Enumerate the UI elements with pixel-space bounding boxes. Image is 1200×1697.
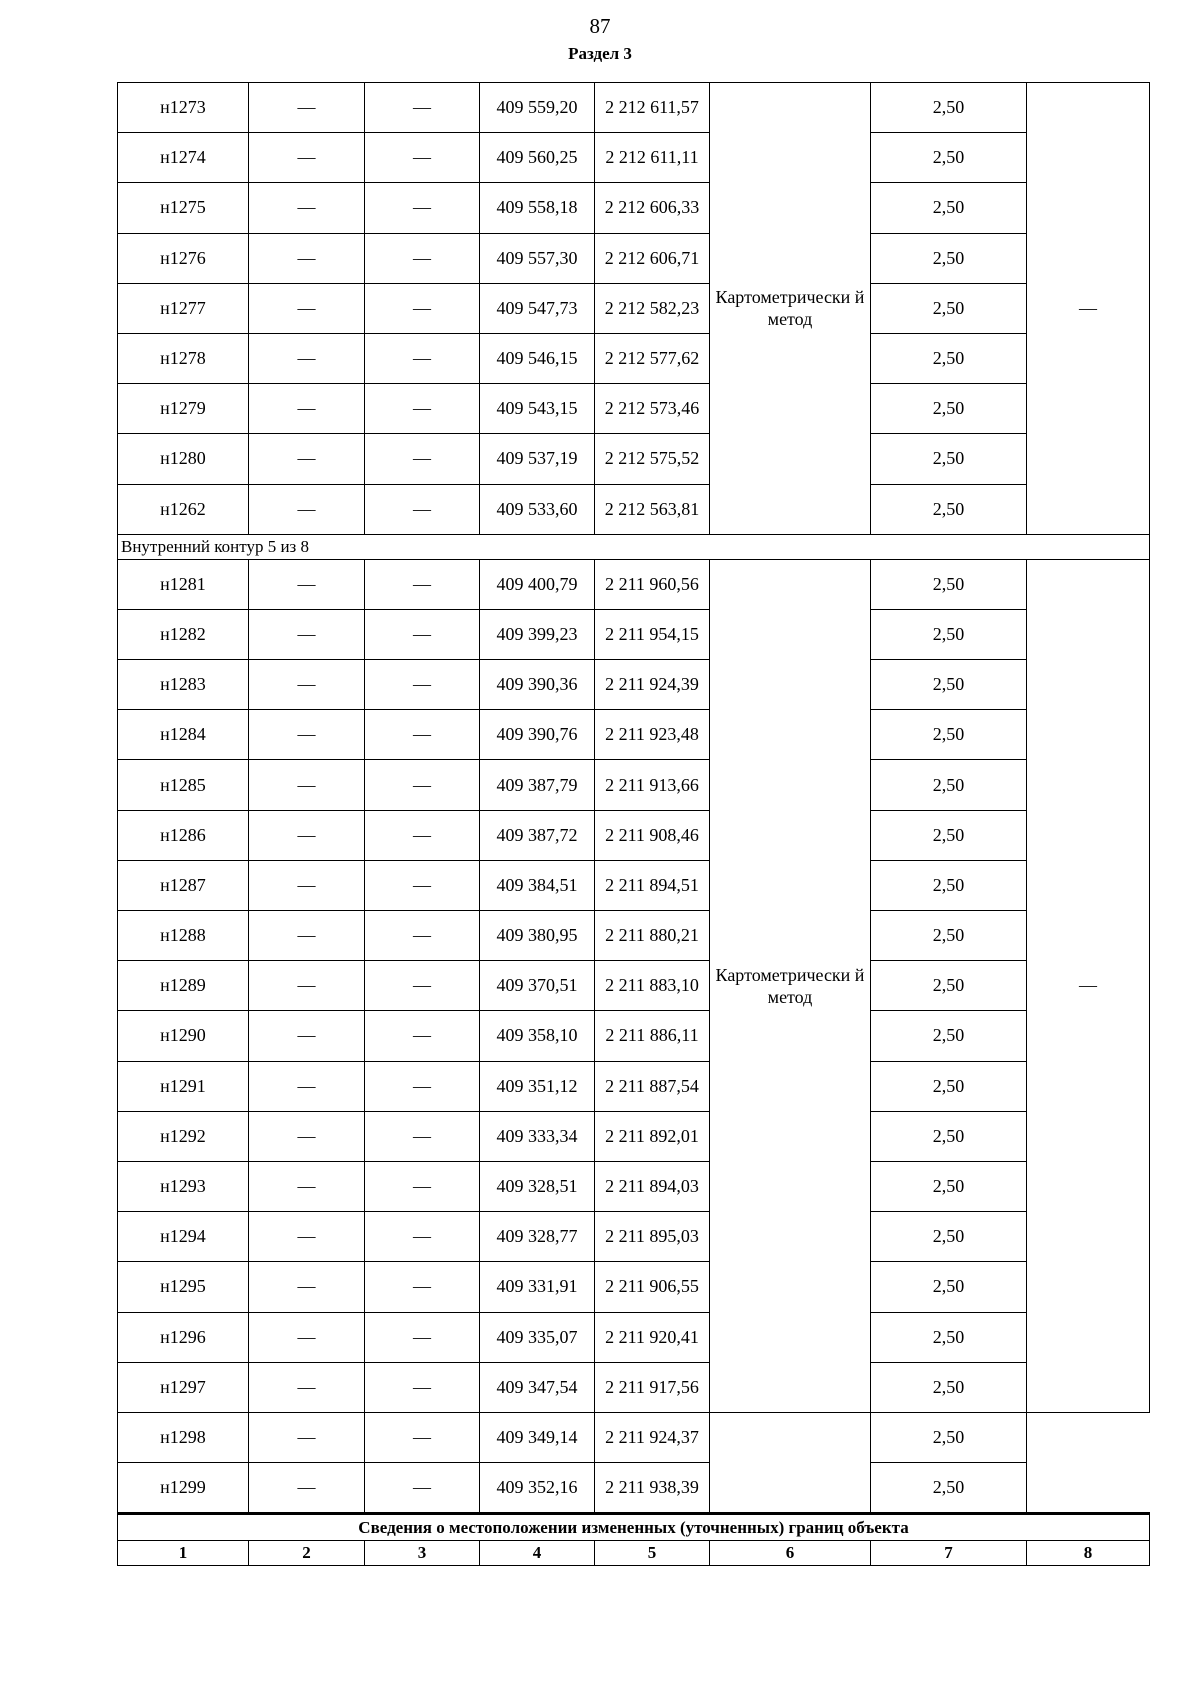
table-row	[118, 83, 1150, 133]
dash-cell: —	[249, 1011, 365, 1061]
table-row	[118, 1362, 1150, 1412]
last-column-empty-cell	[1027, 1412, 1150, 1513]
table-row	[118, 660, 1150, 710]
y-coordinate-cell: 2 211 923,48	[595, 710, 710, 760]
x-coordinate-cell: 409 352,16	[480, 1463, 595, 1514]
dash-cell: —	[365, 1463, 480, 1514]
table-row	[118, 559, 1150, 609]
dash-cell: —	[249, 911, 365, 961]
point-name-cell: н1288	[118, 911, 249, 961]
point-name-cell: н1277	[118, 283, 249, 333]
x-coordinate-cell: 409 331,91	[480, 1262, 595, 1312]
point-name-cell: н1287	[118, 860, 249, 910]
x-coordinate-cell: 409 349,14	[480, 1412, 595, 1462]
table-row	[118, 133, 1150, 183]
precision-cell: 2,50	[871, 484, 1027, 534]
dash-cell: —	[249, 1262, 365, 1312]
table-row	[118, 1161, 1150, 1211]
dash-cell: —	[249, 559, 365, 609]
point-name-cell: н1285	[118, 760, 249, 810]
dash-cell: —	[249, 384, 365, 434]
table-row	[118, 1412, 1150, 1462]
column-number-cell: 1	[118, 1541, 249, 1566]
contour-label: Внутренний контур 5 из 8	[118, 534, 1150, 559]
method-cell: Картометрически й метод	[710, 559, 871, 1412]
point-name-cell: н1293	[118, 1161, 249, 1211]
dash-cell: —	[365, 384, 480, 434]
dash-cell: —	[249, 434, 365, 484]
dash-cell: —	[249, 961, 365, 1011]
point-name-cell: н1289	[118, 961, 249, 1011]
x-coordinate-cell: 409 380,95	[480, 911, 595, 961]
column-number-cell: 6	[710, 1541, 871, 1566]
y-coordinate-cell: 2 211 954,15	[595, 609, 710, 659]
x-coordinate-cell: 409 558,18	[480, 183, 595, 233]
dash-cell: —	[365, 333, 480, 383]
table-row	[118, 1011, 1150, 1061]
column-number-cell: 8	[1027, 1541, 1150, 1566]
x-coordinate-cell: 409 335,07	[480, 1312, 595, 1362]
coordinates-table	[117, 82, 1150, 1566]
y-coordinate-cell: 2 211 960,56	[595, 559, 710, 609]
precision-cell: 2,50	[871, 1011, 1027, 1061]
column-number-cell: 7	[871, 1541, 1027, 1566]
point-name-cell: н1283	[118, 660, 249, 710]
point-name-cell: н1292	[118, 1111, 249, 1161]
summary-row	[118, 1514, 1150, 1541]
dash-cell: —	[365, 1061, 480, 1111]
point-name-cell: н1278	[118, 333, 249, 383]
table-row	[118, 1312, 1150, 1362]
precision-cell: 2,50	[871, 760, 1027, 810]
column-number-cell: 3	[365, 1541, 480, 1566]
dash-cell: —	[249, 83, 365, 133]
precision-cell: 2,50	[871, 911, 1027, 961]
x-coordinate-cell: 409 537,19	[480, 434, 595, 484]
contour-row	[118, 534, 1150, 559]
dash-cell: —	[249, 1362, 365, 1412]
y-coordinate-cell: 2 212 577,62	[595, 333, 710, 383]
y-coordinate-cell: 2 211 894,03	[595, 1161, 710, 1211]
precision-cell: 2,50	[871, 233, 1027, 283]
precision-cell: 2,50	[871, 1161, 1027, 1211]
table-row	[118, 609, 1150, 659]
dash-cell: —	[249, 133, 365, 183]
precision-cell: 2,50	[871, 183, 1027, 233]
dash-cell: —	[249, 1161, 365, 1211]
point-name-cell: н1291	[118, 1061, 249, 1111]
precision-cell: 2,50	[871, 1262, 1027, 1312]
point-name-cell: н1297	[118, 1362, 249, 1412]
table-row	[118, 860, 1150, 910]
precision-cell: 2,50	[871, 810, 1027, 860]
dash-cell: —	[365, 233, 480, 283]
table-row	[118, 710, 1150, 760]
dash-cell: —	[365, 133, 480, 183]
y-coordinate-cell: 2 212 582,23	[595, 283, 710, 333]
dash-cell: —	[249, 710, 365, 760]
x-coordinate-cell: 409 358,10	[480, 1011, 595, 1061]
y-coordinate-cell: 2 211 924,37	[595, 1412, 710, 1462]
x-coordinate-cell: 409 533,60	[480, 484, 595, 534]
y-coordinate-cell: 2 212 611,57	[595, 83, 710, 133]
dash-cell: —	[249, 1312, 365, 1362]
x-coordinate-cell: 409 400,79	[480, 559, 595, 609]
dash-cell: —	[365, 283, 480, 333]
precision-cell: 2,50	[871, 1463, 1027, 1514]
x-coordinate-cell: 409 546,15	[480, 333, 595, 383]
dash-cell: —	[249, 1212, 365, 1262]
method-cell: Картометрически й метод	[710, 83, 871, 535]
dash-cell: —	[249, 1463, 365, 1514]
table-row	[118, 1111, 1150, 1161]
column-number-cell: 2	[249, 1541, 365, 1566]
table-row	[118, 484, 1150, 534]
y-coordinate-cell: 2 212 573,46	[595, 384, 710, 434]
table-row	[118, 810, 1150, 860]
dash-cell: —	[365, 660, 480, 710]
point-name-cell: н1284	[118, 710, 249, 760]
y-coordinate-cell: 2 211 908,46	[595, 810, 710, 860]
point-name-cell: н1294	[118, 1212, 249, 1262]
point-name-cell: н1282	[118, 609, 249, 659]
precision-cell: 2,50	[871, 1061, 1027, 1111]
last-column-dash-cell: —	[1027, 559, 1150, 1412]
dash-cell: —	[249, 233, 365, 283]
dash-cell: —	[365, 911, 480, 961]
dash-cell: —	[365, 1362, 480, 1412]
y-coordinate-cell: 2 211 886,11	[595, 1011, 710, 1061]
precision-cell: 2,50	[871, 83, 1027, 133]
dash-cell: —	[249, 283, 365, 333]
dash-cell: —	[365, 710, 480, 760]
dash-cell: —	[365, 484, 480, 534]
point-name-cell: н1262	[118, 484, 249, 534]
x-coordinate-cell: 409 560,25	[480, 133, 595, 183]
precision-cell: 2,50	[871, 860, 1027, 910]
dash-cell: —	[365, 83, 480, 133]
page-number: 87	[589, 14, 611, 38]
x-coordinate-cell: 409 333,34	[480, 1111, 595, 1161]
y-coordinate-cell: 2 212 575,52	[595, 434, 710, 484]
point-name-cell: н1299	[118, 1463, 249, 1514]
dash-cell: —	[249, 609, 365, 659]
point-name-cell: н1281	[118, 559, 249, 609]
table-row	[118, 283, 1150, 333]
dash-cell: —	[365, 860, 480, 910]
dash-cell: —	[365, 434, 480, 484]
y-coordinate-cell: 2 212 563,81	[595, 484, 710, 534]
y-coordinate-cell: 2 211 892,01	[595, 1111, 710, 1161]
y-coordinate-cell: 2 211 883,10	[595, 961, 710, 1011]
y-coordinate-cell: 2 211 913,66	[595, 760, 710, 810]
table-row	[118, 760, 1150, 810]
table-row	[118, 961, 1150, 1011]
column-numbers-row	[118, 1541, 1150, 1566]
y-coordinate-cell: 2 212 611,11	[595, 133, 710, 183]
table-row	[118, 183, 1150, 233]
point-name-cell: н1280	[118, 434, 249, 484]
precision-cell: 2,50	[871, 1111, 1027, 1161]
y-coordinate-cell: 2 212 606,33	[595, 183, 710, 233]
x-coordinate-cell: 409 390,36	[480, 660, 595, 710]
x-coordinate-cell: 409 384,51	[480, 860, 595, 910]
section-title: Раздел 3	[568, 44, 632, 63]
x-coordinate-cell: 409 399,23	[480, 609, 595, 659]
point-name-cell: н1286	[118, 810, 249, 860]
point-name-cell: н1275	[118, 183, 249, 233]
point-name-cell: н1276	[118, 233, 249, 283]
x-coordinate-cell: 409 347,54	[480, 1362, 595, 1412]
table-row	[118, 333, 1150, 383]
dash-cell: —	[365, 760, 480, 810]
precision-cell: 2,50	[871, 1412, 1027, 1462]
dash-cell: —	[365, 183, 480, 233]
dash-cell: —	[249, 1412, 365, 1462]
point-name-cell: н1273	[118, 83, 249, 133]
x-coordinate-cell: 409 543,15	[480, 384, 595, 434]
point-name-cell: н1279	[118, 384, 249, 434]
precision-cell: 2,50	[871, 1312, 1027, 1362]
dash-cell: —	[365, 1161, 480, 1211]
column-number-cell: 4	[480, 1541, 595, 1566]
y-coordinate-cell: 2 211 920,41	[595, 1312, 710, 1362]
table-row	[118, 233, 1150, 283]
dash-cell: —	[249, 760, 365, 810]
table-row	[118, 911, 1150, 961]
dash-cell: —	[249, 660, 365, 710]
x-coordinate-cell: 409 557,30	[480, 233, 595, 283]
x-coordinate-cell: 409 351,12	[480, 1061, 595, 1111]
x-coordinate-cell: 409 370,51	[480, 961, 595, 1011]
y-coordinate-cell: 2 211 906,55	[595, 1262, 710, 1312]
precision-cell: 2,50	[871, 333, 1027, 383]
y-coordinate-cell: 2 211 895,03	[595, 1212, 710, 1262]
x-coordinate-cell: 409 328,77	[480, 1212, 595, 1262]
y-coordinate-cell: 2 212 606,71	[595, 233, 710, 283]
precision-cell: 2,50	[871, 434, 1027, 484]
dash-cell: —	[365, 559, 480, 609]
precision-cell: 2,50	[871, 609, 1027, 659]
y-coordinate-cell: 2 211 924,39	[595, 660, 710, 710]
point-name-cell: н1295	[118, 1262, 249, 1312]
table-row	[118, 1061, 1150, 1111]
dash-cell: —	[365, 1111, 480, 1161]
dash-cell: —	[249, 183, 365, 233]
dash-cell: —	[365, 609, 480, 659]
dash-cell: —	[365, 810, 480, 860]
precision-cell: 2,50	[871, 133, 1027, 183]
table-row	[118, 1212, 1150, 1262]
column-number-cell: 5	[595, 1541, 710, 1566]
x-coordinate-cell: 409 559,20	[480, 83, 595, 133]
precision-cell: 2,50	[871, 1362, 1027, 1412]
table-row	[118, 1262, 1150, 1312]
table-row	[118, 434, 1150, 484]
point-name-cell: н1298	[118, 1412, 249, 1462]
y-coordinate-cell: 2 211 917,56	[595, 1362, 710, 1412]
precision-cell: 2,50	[871, 559, 1027, 609]
point-name-cell: н1274	[118, 133, 249, 183]
dash-cell: —	[365, 961, 480, 1011]
dash-cell: —	[249, 484, 365, 534]
dash-cell: —	[365, 1262, 480, 1312]
y-coordinate-cell: 2 211 894,51	[595, 860, 710, 910]
precision-cell: 2,50	[871, 384, 1027, 434]
precision-cell: 2,50	[871, 660, 1027, 710]
dash-cell: —	[249, 810, 365, 860]
dash-cell: —	[249, 1061, 365, 1111]
x-coordinate-cell: 409 387,72	[480, 810, 595, 860]
dash-cell: —	[365, 1212, 480, 1262]
dash-cell: —	[249, 333, 365, 383]
dash-cell: —	[365, 1011, 480, 1061]
point-name-cell: н1296	[118, 1312, 249, 1362]
precision-cell: 2,50	[871, 1212, 1027, 1262]
x-coordinate-cell: 409 328,51	[480, 1161, 595, 1211]
x-coordinate-cell: 409 390,76	[480, 710, 595, 760]
table-row	[118, 1463, 1150, 1514]
point-name-cell: н1290	[118, 1011, 249, 1061]
dash-cell: —	[365, 1312, 480, 1362]
last-column-dash-cell: —	[1027, 83, 1150, 535]
y-coordinate-cell: 2 211 887,54	[595, 1061, 710, 1111]
x-coordinate-cell: 409 547,73	[480, 283, 595, 333]
table-row	[118, 384, 1150, 434]
dash-cell: —	[249, 860, 365, 910]
precision-cell: 2,50	[871, 283, 1027, 333]
precision-cell: 2,50	[871, 710, 1027, 760]
summary-label: Сведения о местоположении измененных (уточненных) границ объекта	[118, 1514, 1150, 1541]
y-coordinate-cell: 2 211 938,39	[595, 1463, 710, 1514]
y-coordinate-cell: 2 211 880,21	[595, 911, 710, 961]
method-cell	[710, 1412, 871, 1513]
x-coordinate-cell: 409 387,79	[480, 760, 595, 810]
dash-cell: —	[365, 1412, 480, 1462]
precision-cell: 2,50	[871, 961, 1027, 1011]
dash-cell: —	[249, 1111, 365, 1161]
